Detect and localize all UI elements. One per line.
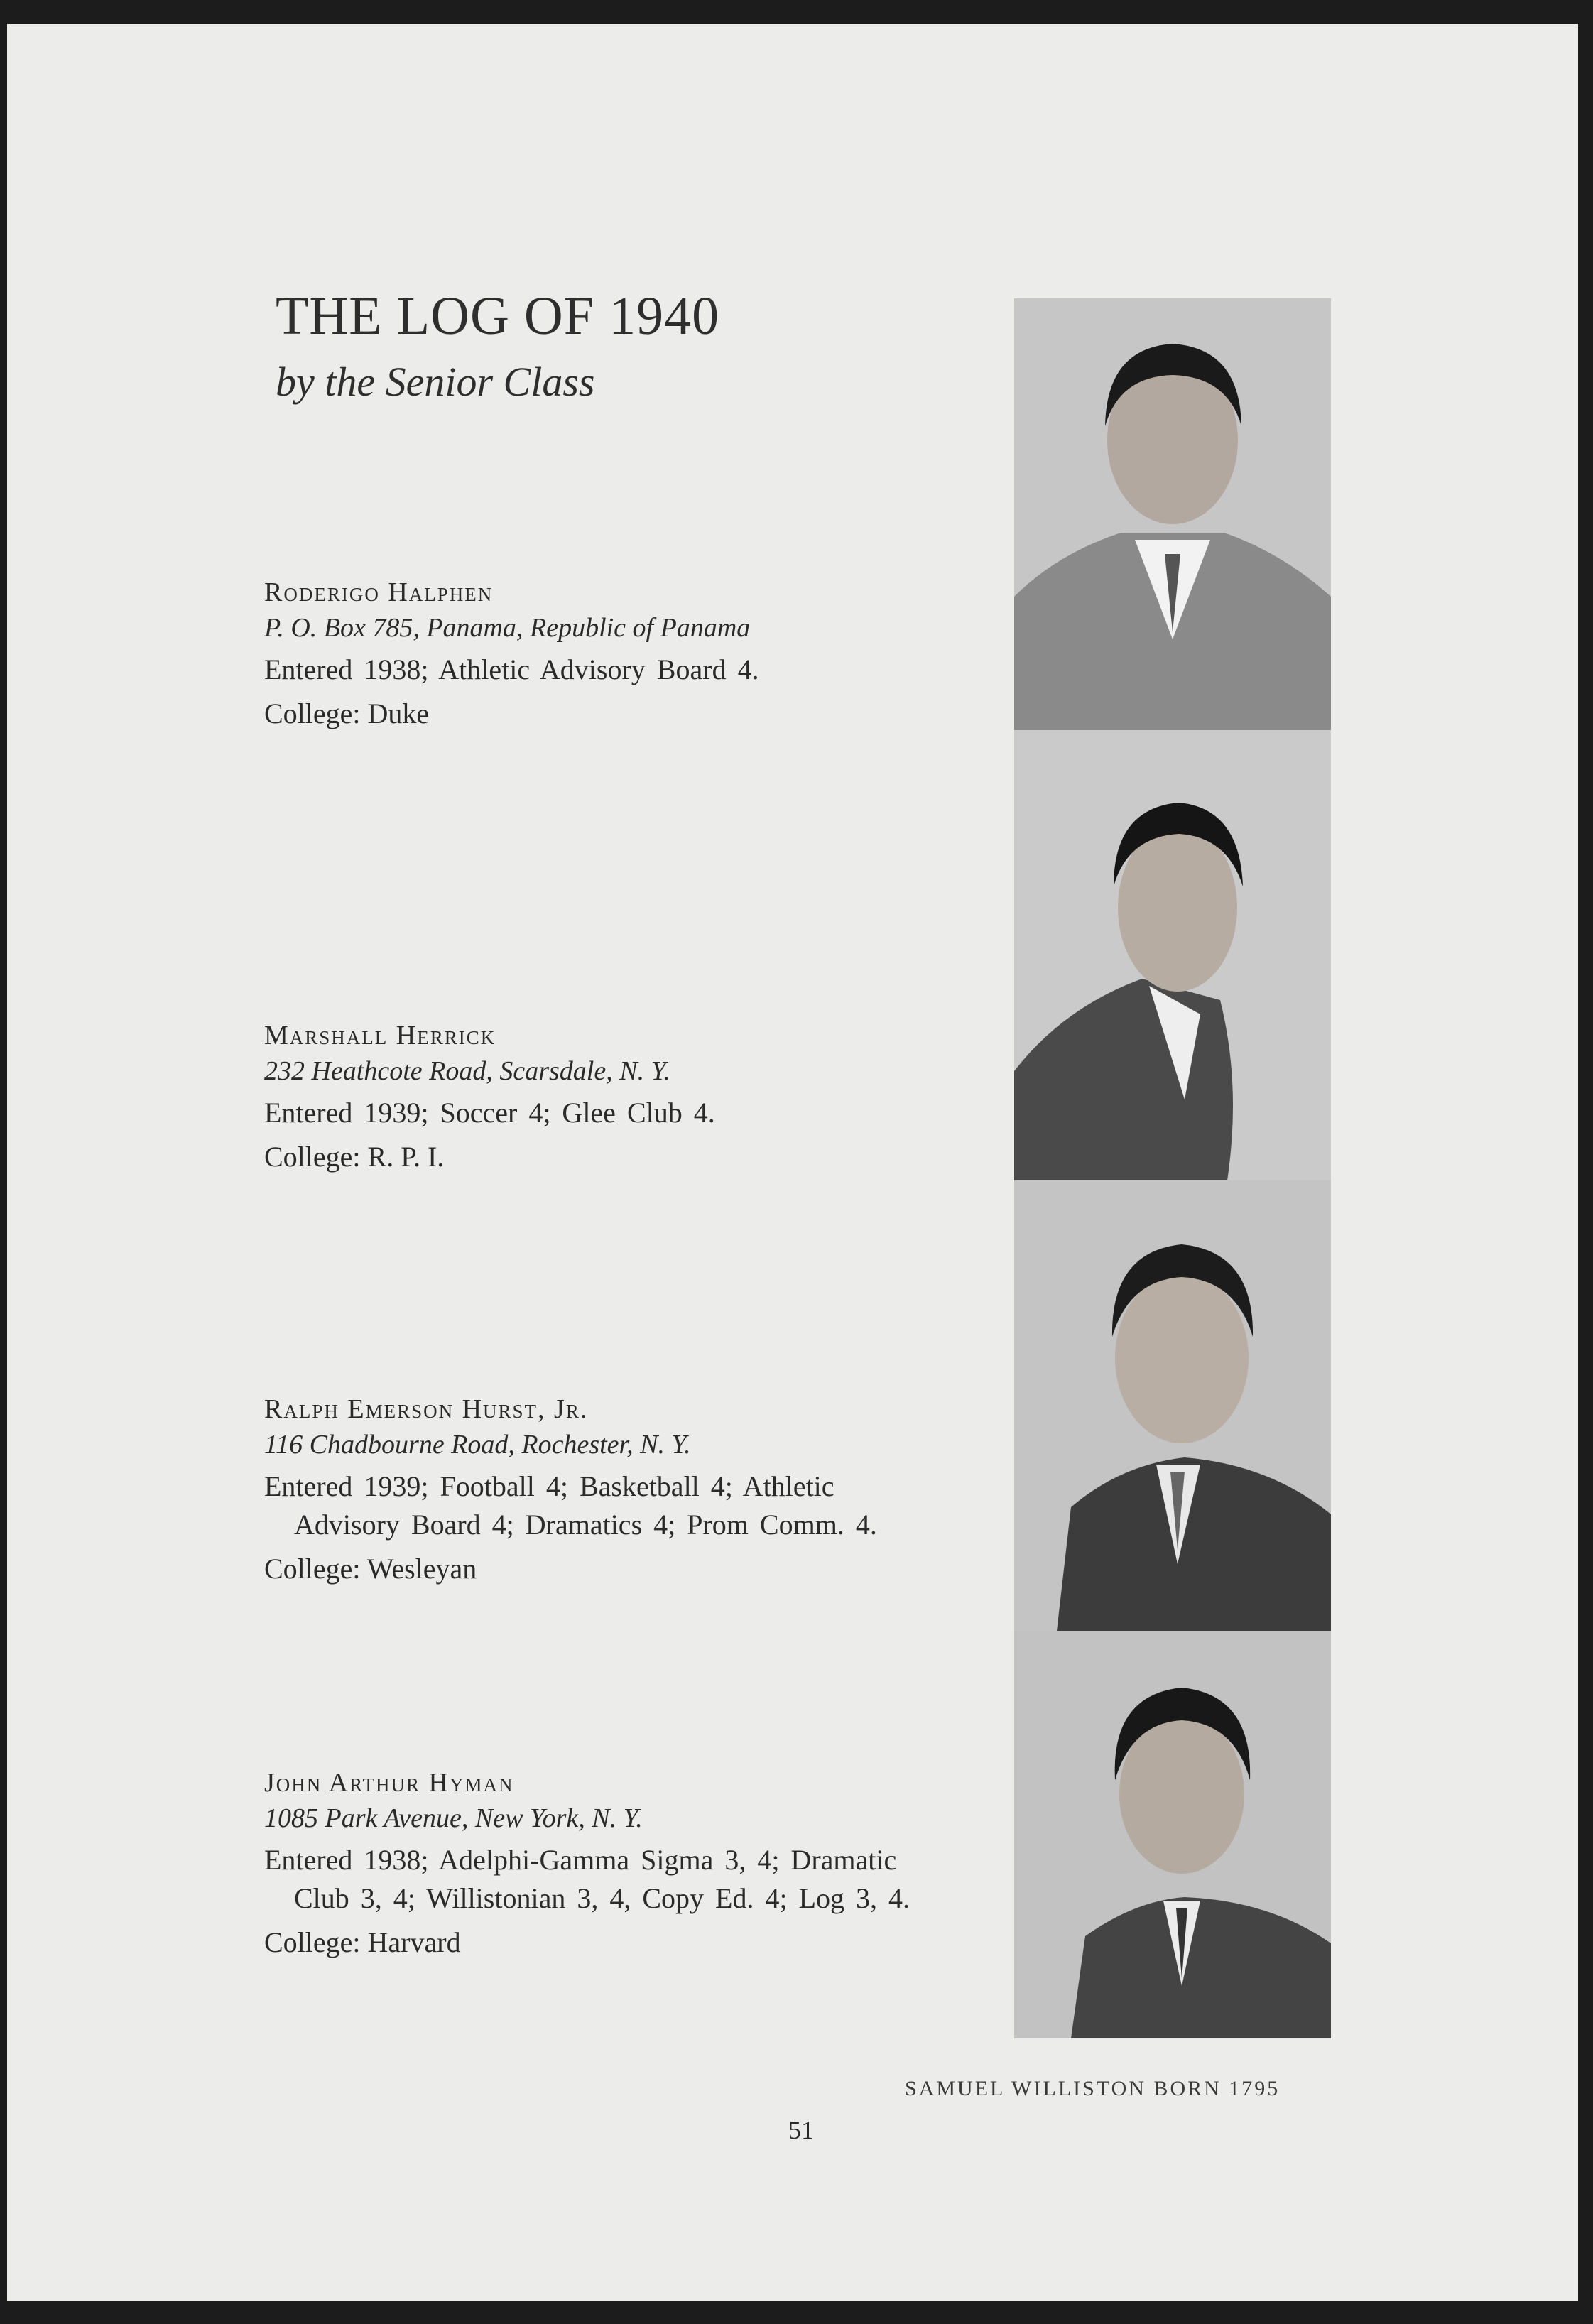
senior-entry [264, 1394, 925, 1588]
page-title: THE LOG OF 1940 [276, 286, 720, 346]
student-name: Marshall Herrick [264, 1021, 496, 1050]
senior-entry [264, 577, 925, 733]
page-number: 51 [788, 2116, 814, 2144]
student-college: College: R. P. I. [264, 1141, 445, 1173]
student-college: College: Wesleyan [264, 1553, 477, 1585]
student-name: Ralph Emerson Hurst, Jr. [264, 1394, 589, 1424]
student-college: College: Duke [264, 697, 430, 729]
student-activities: Entered 1938; Adelphi-Gamma Sigma 3, 4; Dramatic Club 3, 4; Willistonian 3, 4, Copy Ed. 4; Log 3, 4. [264, 1844, 910, 1914]
student-activities: Entered 1939; Football 4; Basketball 4; Athletic Advisory Board 4; Dramatics 4; Prom Comm. 4. [264, 1470, 877, 1541]
student-address: 1085 Park Avenue, New York, N. Y. [264, 1803, 643, 1833]
student-portrait [1014, 730, 1331, 1180]
student-college: College: Harvard [264, 1926, 461, 1958]
student-name: Roderigo Halphen [264, 577, 494, 607]
student-portrait [1014, 1180, 1331, 1631]
page-footer: SAMUEL WILLISTON BORN 1795 [905, 2077, 1281, 2100]
senior-entry [264, 1767, 925, 1962]
page-subtitle: by the Senior Class [276, 359, 595, 405]
student-address: 232 Heathcote Road, Scarsdale, N. Y. [264, 1056, 670, 1086]
student-activities: Entered 1938; Athletic Advisory Board 4. [264, 653, 759, 685]
student-name: John Arthur Hyman [264, 1768, 514, 1798]
senior-entry [264, 1020, 925, 1176]
yearbook-page [7, 24, 1578, 2301]
student-portrait [1014, 1631, 1331, 2038]
student-address: 116 Chadbourne Road, Rochester, N. Y. [264, 1430, 691, 1460]
student-address: P. O. Box 785, Panama, Republic of Panama [264, 613, 751, 643]
student-activities: Entered 1939; Soccer 4; Glee Club 4. [264, 1097, 715, 1129]
student-portrait [1014, 298, 1331, 730]
